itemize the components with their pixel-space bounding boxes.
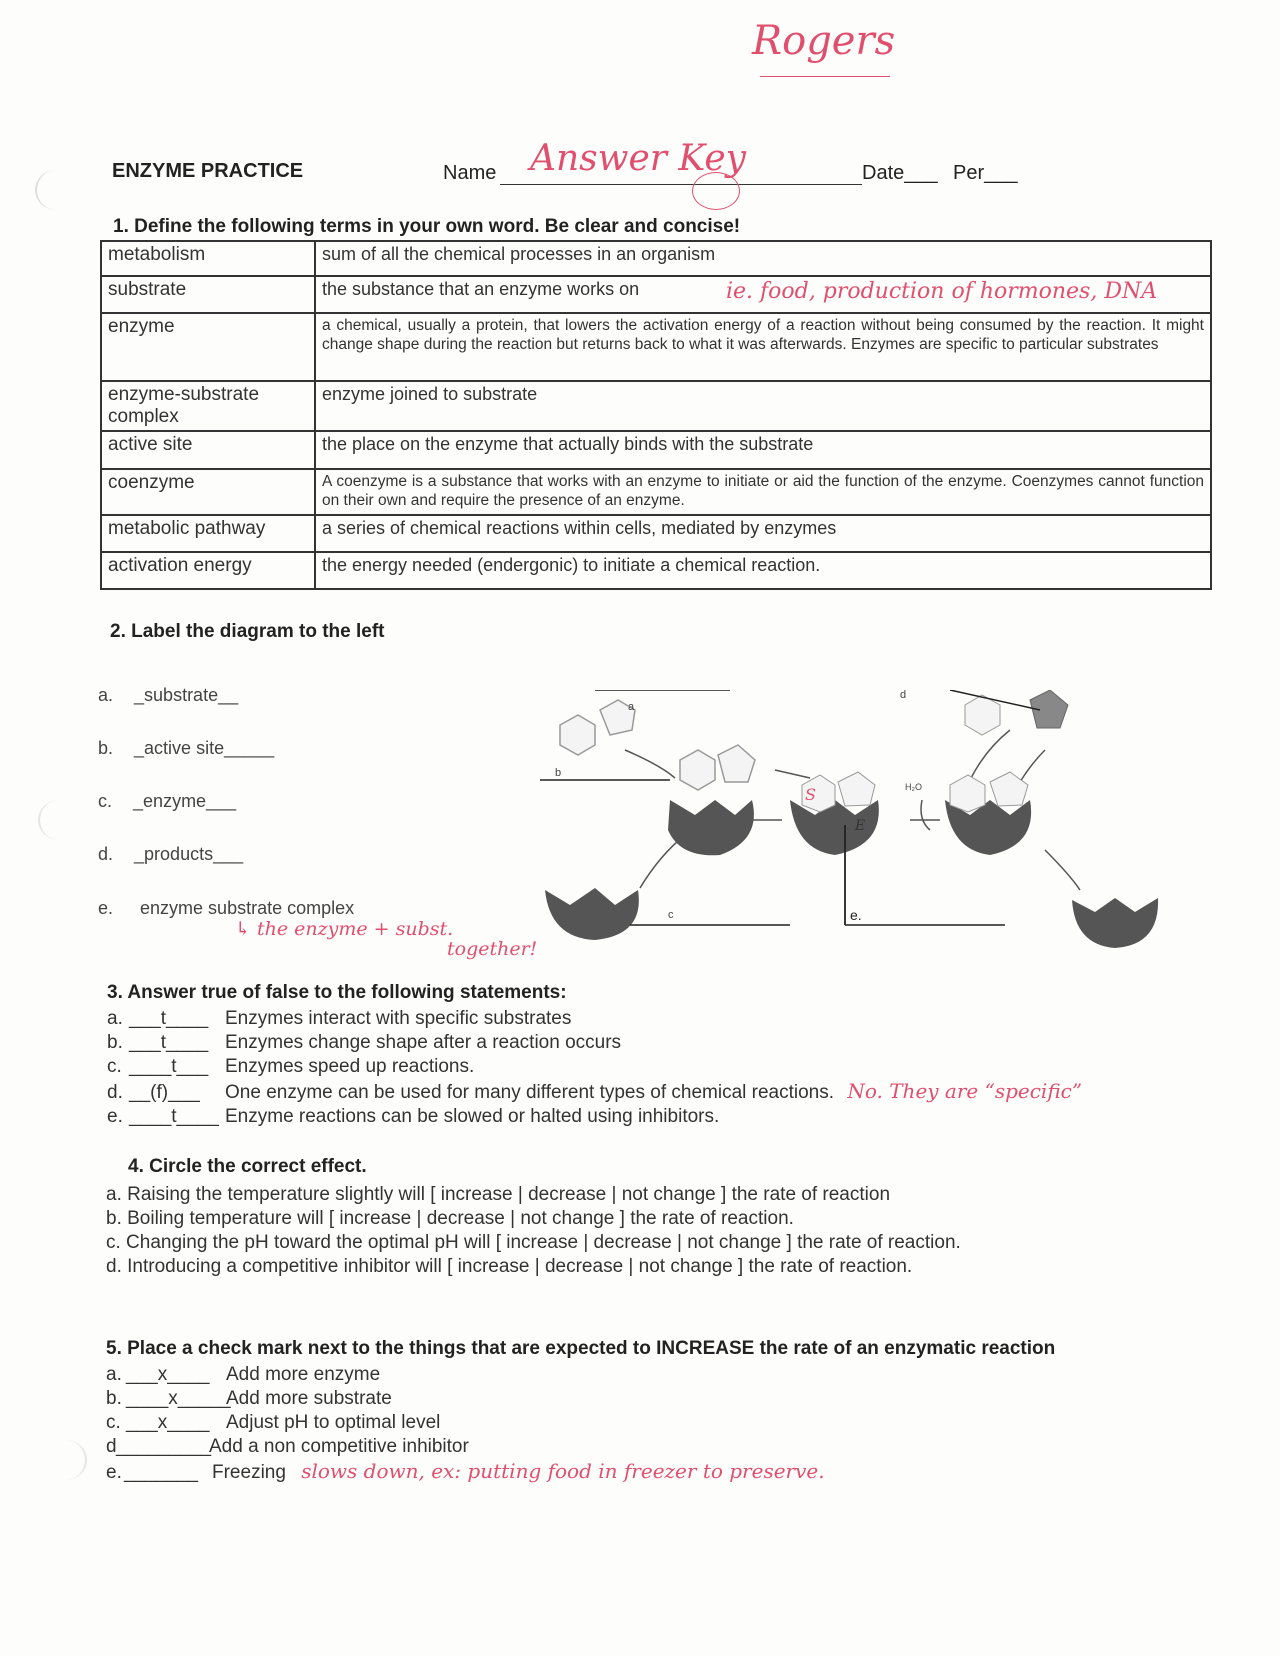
enzyme-diagram xyxy=(540,690,1180,950)
handwritten-s-mark: S xyxy=(805,785,816,804)
handwritten-note: ↳ the enzyme + subst. xyxy=(235,918,454,940)
handwritten-e-mark: E xyxy=(855,818,866,834)
arrow xyxy=(921,800,930,830)
answer-blank: ____x_____ xyxy=(126,1388,231,1409)
list-item: b. Boiling temperature will [ increase | decrease | not change ] the rate of reaction. xyxy=(106,1208,794,1229)
answer-blank: ___t____ xyxy=(129,1032,209,1053)
name-line xyxy=(500,184,862,185)
definition-cell: the energy needed (endergonic) to initiate a chemical reaction. xyxy=(315,552,1211,589)
table-row xyxy=(101,276,1211,313)
label-answer-d xyxy=(98,844,243,865)
definition-cell: a chemical, usually a protein, that lowers the activation energy of a reaction without being consumed by the reaction. It might change shape during the reaction but returns back to what it was afterwards. Enzymes are specific to particular substrates xyxy=(315,313,1211,381)
worksheet-title: ENZYME PRACTICE xyxy=(112,160,304,182)
table-row xyxy=(101,313,1211,381)
term-cell: metabolic pathway xyxy=(101,515,315,552)
definitions-table xyxy=(100,240,1212,590)
section2-title: 2. Label the diagram to the left xyxy=(110,621,385,642)
answer-blank: _________ xyxy=(116,1436,212,1457)
answer-letter: d. xyxy=(98,844,114,864)
answer-text: _active site_____ xyxy=(134,738,275,758)
hole-punch-mark xyxy=(38,800,80,840)
term-cell: activation energy xyxy=(101,552,315,589)
answer-letter: c. xyxy=(98,791,113,811)
circle-effect-list xyxy=(106,1183,961,1279)
answer-letter: a. xyxy=(98,685,114,705)
term-cell: metabolism xyxy=(101,241,315,276)
label-answer-c xyxy=(98,791,236,812)
label-answer-e xyxy=(98,898,354,919)
teacher-name-underline xyxy=(760,76,890,77)
enzyme-shape xyxy=(545,888,639,940)
answer-letter: e. xyxy=(98,898,114,918)
teacher-name: Rogers xyxy=(752,18,896,64)
list-item: a. Raising the temperature slightly will [ increase | decrease | not change ] the rate of reaction xyxy=(106,1184,891,1205)
arrow xyxy=(1045,850,1080,890)
list-item: c. Changing the pH toward the optimal pH will [ increase | decrease | not change ] the rate of reaction. xyxy=(106,1232,961,1253)
diagram-label-d: d xyxy=(900,690,907,701)
handwritten-note: ie. food, production of hormones, DNA xyxy=(726,279,1158,304)
definition-cell: enzyme joined to substrate xyxy=(315,381,1211,431)
arrow xyxy=(775,770,810,778)
handwritten-note: together! xyxy=(447,938,538,960)
section1-title: 1. Define the following terms in your own word. Be clear and concise! xyxy=(113,216,741,237)
list-item: b. ___t____ Enzymes change shape after a reaction occurs xyxy=(107,1032,622,1053)
checkmark-list xyxy=(106,1363,825,1485)
list-item: d. __(f)___ One enzyme can be used for many different types of chemical reactions. No. They are “specific” xyxy=(107,1079,1083,1103)
period-label: Per___ xyxy=(953,162,1018,184)
date-label: Date___ xyxy=(862,162,938,184)
answer-text: enzyme substrate complex xyxy=(140,898,355,918)
product-molecule xyxy=(965,695,1000,735)
list-item: b. ____x_____Add more substrate xyxy=(106,1388,392,1409)
answer-text: _enzyme___ xyxy=(133,791,237,811)
label-answer-a xyxy=(98,685,238,706)
list-item: c. ___x____ Adjust pH to optimal level xyxy=(106,1412,441,1433)
diagram-label-e: e. xyxy=(850,907,862,923)
term-cell: enzyme-substrate complex xyxy=(101,381,315,431)
section5-title: 5. Place a check mark next to the things that are expected to INCREASE the rate of an enzymatic reaction xyxy=(106,1338,1056,1359)
table-row xyxy=(101,431,1211,469)
substrate-molecule xyxy=(680,745,755,790)
answer-blank: ___x____ xyxy=(126,1364,210,1385)
answer-blank: ___t____ xyxy=(129,1008,209,1029)
section3-title: 3. Answer true of false to the following statements: xyxy=(107,982,567,1003)
true-false-list xyxy=(107,1007,1082,1129)
substrate-molecule xyxy=(560,700,635,755)
answer-letter: b. xyxy=(98,738,114,758)
definition-cell: sum of all the chemical processes in an organism xyxy=(315,241,1211,276)
answer-text: _products___ xyxy=(134,844,244,864)
section4-title: 4. Circle the correct effect. xyxy=(128,1156,367,1177)
answer-blank: ____t____ xyxy=(129,1106,219,1127)
list-item: d_________Add a non competitive inhibitor xyxy=(106,1436,469,1457)
answer-blank: _______ xyxy=(124,1462,198,1483)
enzyme-substrate-complex xyxy=(790,800,879,855)
answer-blank: ___x____ xyxy=(126,1412,210,1433)
term-cell: substrate xyxy=(101,276,315,313)
definition-cell: A coenzyme is a substance that works with an enzyme to initiate or aid the function of the enzyme. Coenzymes cannot function on their own and require the presence of an enzyme. xyxy=(315,469,1211,515)
definition-cell: the place on the enzyme that actually binds with the substrate xyxy=(315,431,1211,469)
list-item: e. _______ Freezing slows down, ex: putting food in freezer to preserve. xyxy=(106,1459,825,1483)
answer-text: _substrate__ xyxy=(134,685,239,705)
enzyme-shape xyxy=(668,800,754,855)
term-cell: active site xyxy=(101,431,315,469)
term-cell: enzyme xyxy=(101,313,315,381)
term-cell: coenzyme xyxy=(101,469,315,515)
name-value: Answer Key xyxy=(530,138,746,179)
list-item: d. Introducing a competitive inhibitor will [ increase | decrease | not change ] the rate of reaction. xyxy=(106,1256,913,1277)
table-row xyxy=(101,552,1211,589)
diagram-label-b: b xyxy=(555,767,562,779)
table-row xyxy=(101,381,1211,431)
list-item: c. ____t___ Enzymes speed up reactions. xyxy=(107,1056,475,1077)
diagram-label-c: c xyxy=(668,909,674,921)
name-label: Name xyxy=(443,162,497,184)
table-row xyxy=(101,241,1211,276)
hole-punch-mark xyxy=(45,1440,87,1480)
handwritten-note: No. They are “specific” xyxy=(847,1079,1083,1103)
definition-cell xyxy=(315,276,1211,313)
definition-text: the substance that an enzyme works on xyxy=(322,279,640,299)
table-row xyxy=(101,469,1211,515)
diagram-label-a: a xyxy=(628,701,635,713)
hole-punch-mark xyxy=(35,170,77,210)
handwritten-note: slows down, ex: putting food in freezer to preserve. xyxy=(301,1459,825,1483)
list-item: a. ___t____ Enzymes interact with specific substrates xyxy=(107,1008,572,1029)
answer-blank: ____t___ xyxy=(129,1056,209,1077)
enzyme-shape xyxy=(1072,898,1158,948)
definition-cell: a series of chemical reactions within cells, mediated by enzymes xyxy=(315,515,1211,552)
table-row xyxy=(101,515,1211,552)
list-item: e. ____t____ Enzyme reactions can be slowed or halted using inhibitors. xyxy=(107,1106,720,1127)
water-label: H₂O xyxy=(905,782,922,792)
answer-blank: __(f)___ xyxy=(129,1082,200,1103)
list-item: a. ___x____ Add more enzyme xyxy=(106,1364,381,1385)
arrow xyxy=(970,730,1010,780)
arrow xyxy=(625,750,675,778)
label-answer-b xyxy=(98,738,274,759)
circle-mark xyxy=(692,172,740,210)
